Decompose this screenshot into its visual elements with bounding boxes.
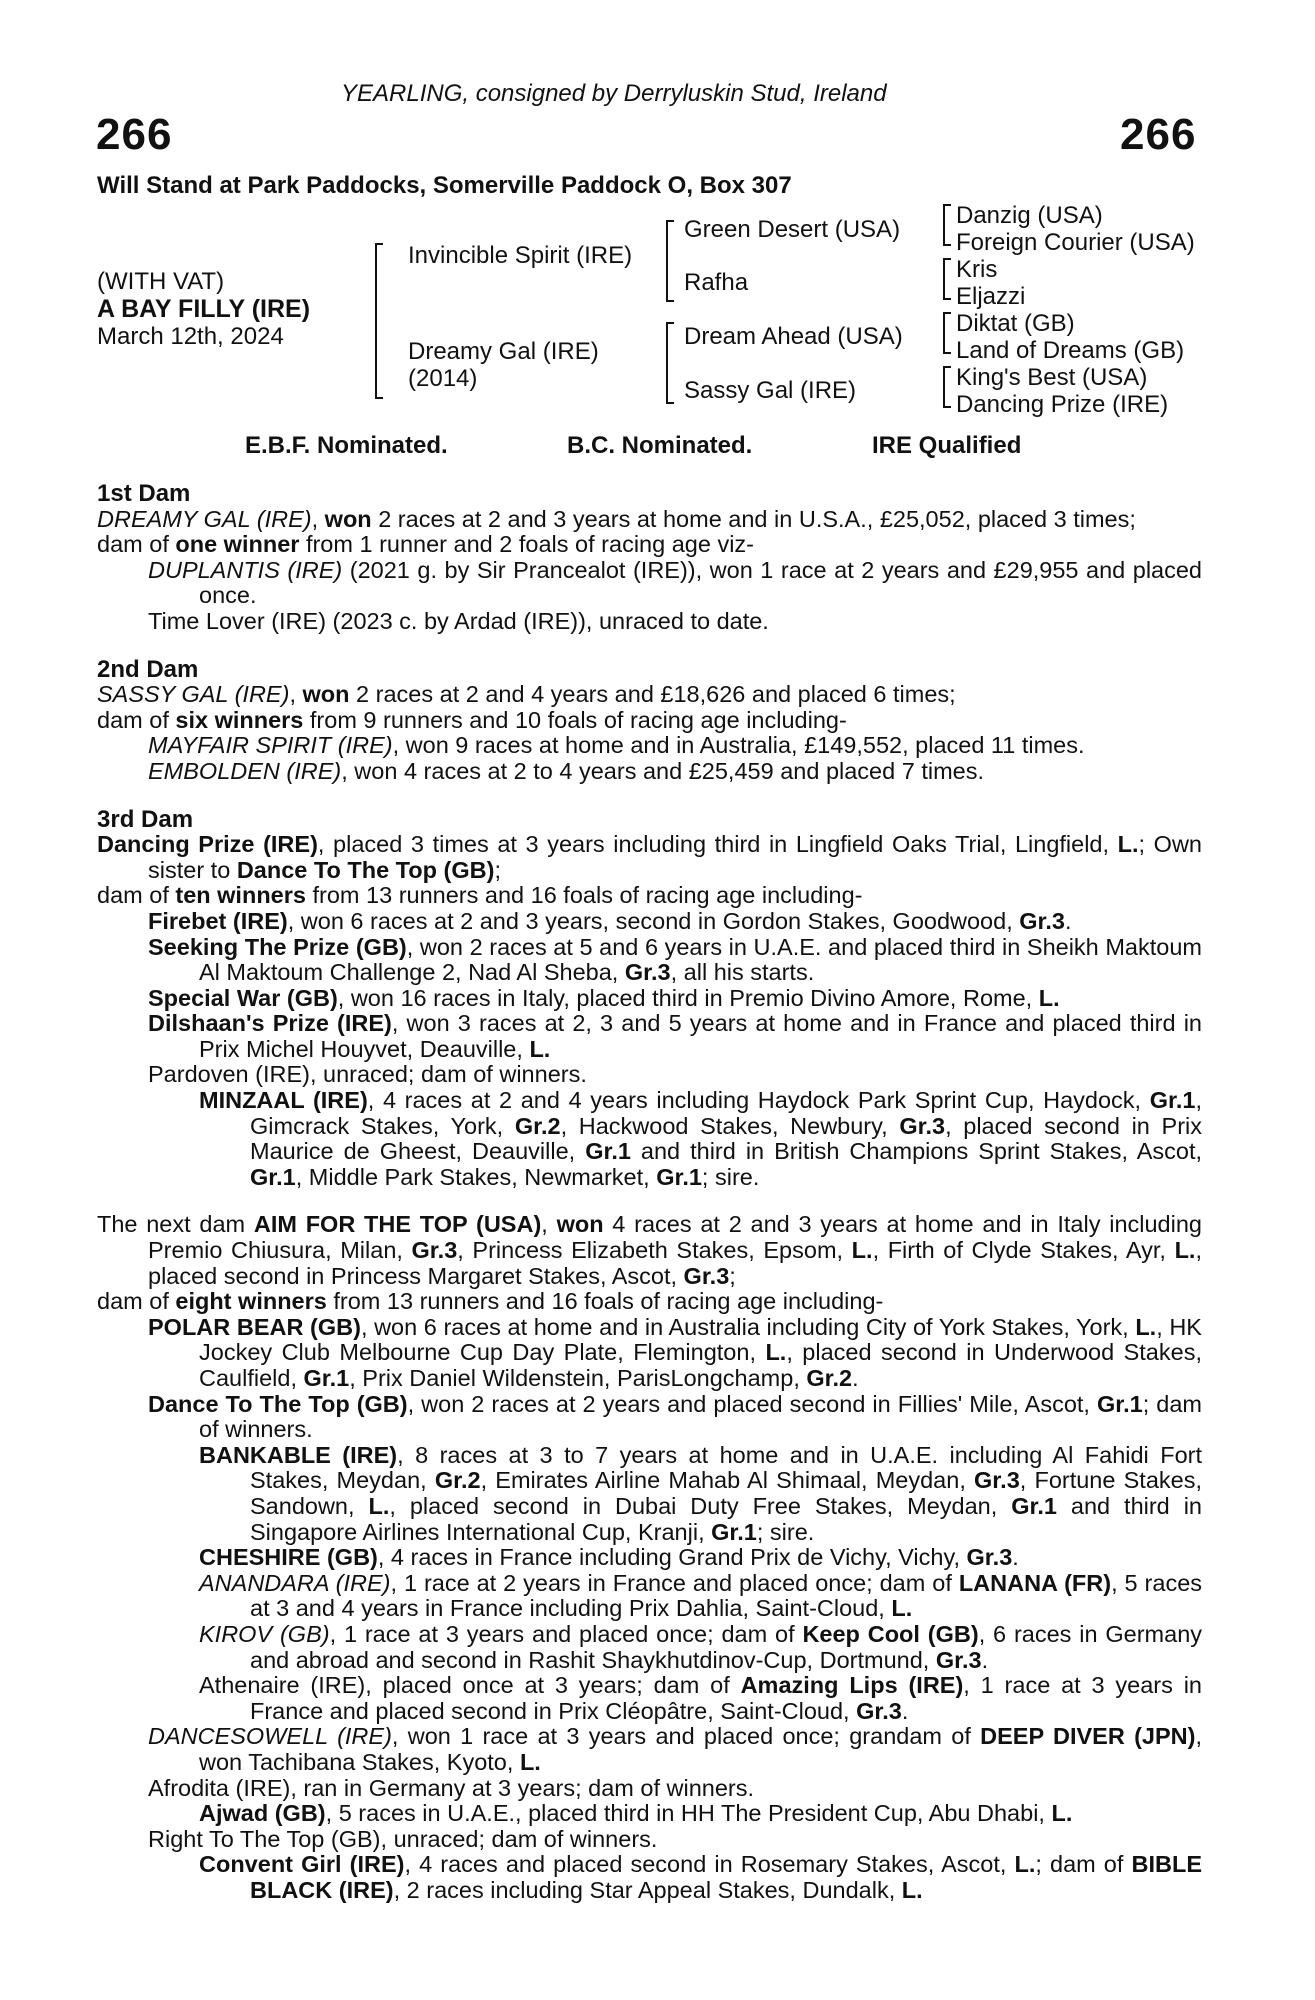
bold-text: six winners: [175, 706, 304, 733]
section-heading: 3rd Dam: [97, 805, 194, 833]
bold-text: DEEP DIVER (JPN): [980, 1723, 1196, 1750]
record-line: [97, 682, 1202, 708]
bold-text: Gr.1: [1011, 1492, 1057, 1519]
text-run: , 4 races and placed second in Rosemary Stakes, Ascot,: [404, 1851, 1015, 1878]
bold-text: eight winners: [175, 1288, 327, 1315]
vat-note: (WITH VAT): [97, 268, 225, 295]
pedigree-sire-dam: Rafha: [684, 269, 749, 296]
text-run: ,: [311, 505, 325, 532]
text-run: , placed second in Dubai Duty Free Stakes, Meydan,: [389, 1492, 1012, 1519]
bold-text: BIBLE BLACK (IRE): [250, 1851, 1202, 1903]
italic-text: SASSY GAL (IRE): [97, 681, 290, 708]
italic-text: DANCESOWELL (IRE): [148, 1723, 392, 1750]
bold-text: L.: [1014, 1851, 1036, 1878]
pedigree-gg-3: Kris: [956, 256, 998, 283]
record-line: [97, 1801, 1202, 1827]
bold-text: L.: [1174, 1237, 1196, 1264]
text-run: dam of: [97, 1288, 176, 1315]
nomination-ebf: E.B.F. Nominated.: [245, 432, 448, 459]
text-run: , won 9 races at home and in Australia, £149,552, placed 11 times.: [392, 732, 1085, 759]
pedigree-dam-dam: Sassy Gal (IRE): [684, 377, 857, 404]
text-run: , won 6 races at 2 and 3 years, second in Gordon Stakes, Goodwood,: [287, 907, 1020, 934]
text-run: , 5 races at 3 and 4 years in France including Prix Dahlia, Saint-Cloud,: [250, 1569, 1203, 1622]
bold-text: Seeking The Prize (GB): [148, 933, 407, 960]
text-run: ; sire.: [756, 1518, 815, 1545]
record-line: [97, 733, 1202, 759]
bold-text: Gr.3: [624, 959, 671, 986]
text-run: .: [901, 1697, 909, 1724]
bold-text: L.: [1051, 1800, 1073, 1827]
record-line: [97, 1011, 1202, 1062]
bold-text: L.: [901, 1876, 923, 1903]
text-run: from 9 runners and 10 foals of racing age including-: [303, 706, 847, 733]
bold-text: L.: [1117, 831, 1139, 858]
pedigree-gg-2: Foreign Courier (USA): [956, 229, 1195, 256]
record-line: [97, 1571, 1202, 1622]
text-run: Athenaire (IRE), placed once at 3 years; dam of: [199, 1672, 741, 1699]
bold-text: Dancing Prize (IRE): [97, 831, 318, 858]
text-run: dam of: [97, 882, 176, 909]
text-run: .: [1065, 907, 1072, 934]
text-run: , won 4 races at 2 to 4 years and £25,459 and placed 7 times.: [341, 757, 984, 784]
italic-text: DUPLANTIS (IRE): [148, 556, 343, 583]
record-line: [97, 609, 1202, 635]
record-line: [97, 1443, 1202, 1545]
bold-text: POLAR BEAR (GB): [148, 1313, 361, 1340]
pedigree-brace-main: [375, 243, 383, 399]
record-line: [97, 909, 1202, 935]
pedigree-gg-5: Diktat (GB): [956, 310, 1075, 337]
pedigree-gg-1: Danzig (USA): [956, 202, 1103, 229]
bold-text: Dance To The Top (GB): [148, 1390, 408, 1417]
bold-text: ten winners: [175, 882, 306, 909]
stand-location: Will Stand at Park Paddocks, Somerville Paddock O, Box 307: [97, 172, 792, 199]
pedigree-brace-gg1: [943, 204, 951, 246]
record-line: [97, 1776, 1202, 1802]
record-line: [97, 1392, 1202, 1443]
bold-text: Gr.1: [711, 1518, 757, 1545]
text-run: , 4 races at 2 and 4 years including Haydock Park Sprint Cup, Haydock,: [367, 1087, 1150, 1114]
bold-text: L.: [368, 1492, 390, 1519]
text-run: ,: [541, 1211, 557, 1238]
bold-text: Amazing Lips (IRE): [740, 1672, 964, 1699]
bold-text: L.: [851, 1237, 873, 1264]
lot-number-right: 266: [1120, 110, 1197, 159]
pedigree-brace-gg3: [943, 312, 951, 354]
record-line: [97, 1315, 1202, 1392]
bold-text: L.: [1135, 1313, 1157, 1340]
italic-text: MAYFAIR SPIRIT (IRE): [148, 732, 393, 759]
italic-text: EMBOLDEN (IRE): [148, 757, 342, 784]
lot-number-left: 266: [96, 110, 173, 159]
foaling-date: March 12th, 2024: [97, 323, 284, 350]
bold-text: Gr.3: [935, 1646, 982, 1673]
record-line: [97, 1622, 1202, 1673]
record-line: [97, 1673, 1202, 1724]
pedigree-gg-8: Dancing Prize (IRE): [956, 391, 1169, 418]
bold-text: LANANA (FR): [958, 1569, 1112, 1596]
record-line: [97, 1062, 1202, 1088]
text-run: , won 2 races at 5 and 6 years in U.A.E. and placed third in Sheikh Maktoum Al Maktoum Challenge 2, Nad Al Sheba,: [199, 933, 1202, 986]
bold-text: Gr.1: [585, 1138, 631, 1165]
bold-text: won: [556, 1211, 604, 1238]
bold-text: Keep Cool (GB): [802, 1620, 979, 1647]
text-run: dam of: [97, 706, 176, 733]
text-run: , won 6 races at home and in Australia including City of York Stakes, York,: [360, 1313, 1136, 1340]
text-run: ; sire.: [701, 1163, 760, 1190]
bold-text: Special War (GB): [148, 984, 338, 1011]
text-run: , 1 race at 3 years and placed once; dam of: [329, 1620, 803, 1647]
bold-text: Gr.3: [411, 1237, 458, 1264]
text-run: (2021 g. by Sir Prancealot (IRE)), won 1 race at 2 years and £29,955 and placed once.: [199, 556, 1202, 609]
pedigree-dam-sire: Dream Ahead (USA): [684, 323, 903, 350]
italic-text: ANANDARA (IRE): [199, 1569, 391, 1596]
bold-text: L.: [1038, 984, 1060, 1011]
record-line: [97, 1088, 1202, 1190]
bold-text: Gr.3: [899, 1112, 946, 1139]
text-run: , placed 3 times at 3 years including third in Lingfield Oaks Trial, Lingfield,: [317, 831, 1118, 858]
pedigree-dam: Dreamy Gal (IRE): [408, 338, 599, 365]
italic-text: KIROV (GB): [199, 1620, 330, 1647]
bold-text: MINZAAL (IRE): [199, 1087, 368, 1114]
text-run: , Gimcrack Stakes, York,: [250, 1087, 1202, 1139]
record-line: [97, 935, 1202, 986]
nomination-ire: IRE Qualified: [872, 432, 1022, 459]
pedigree-gg-6: Land of Dreams (GB): [956, 337, 1185, 364]
pedigree-brace-gg2: [943, 258, 951, 300]
text-run: , 4 races in France including Grand Prix de Vichy, Vichy,: [377, 1544, 967, 1571]
record-line: [97, 532, 1202, 558]
text-run: , placed second in Prix Maurice de Gheest, Deauville,: [250, 1112, 1203, 1165]
text-run: , won 1 race at 3 years and placed once; grandam of: [391, 1723, 981, 1750]
text-run: 4 races at 2 and 3 years at home and in Italy including Premio Chiusura, Milan,: [148, 1211, 1202, 1264]
text-run: from 13 runners and 16 foals of racing age including-: [326, 1288, 884, 1315]
text-run: , won 2 races at 2 years and placed second in Fillies' Mile, Ascot,: [407, 1390, 1097, 1417]
text-run: ;: [494, 856, 501, 883]
bold-text: one winner: [175, 531, 300, 558]
bold-text: Gr.1: [656, 1163, 702, 1190]
text-run: , placed second in Underwood Stakes, Caulfield,: [199, 1339, 1202, 1391]
bold-text: Dilshaan's Prize (IRE): [148, 1010, 392, 1037]
text-run: .: [852, 1365, 859, 1391]
text-run: 2 races at 2 and 4 years and £18,626 and placed 6 times;: [349, 681, 956, 708]
text-run: , 5 races in U.A.E., placed third in HH The President Cup, Abu Dhabi,: [325, 1800, 1052, 1827]
text-run: Right To The Top (GB), unraced; dam of winners.: [148, 1825, 658, 1852]
record-line: [97, 1827, 1202, 1853]
text-run: ; Own sister to: [148, 831, 1202, 883]
record-line: [97, 1212, 1202, 1289]
pedigree-brace-sire: [666, 220, 674, 302]
text-run: , placed second in Princess Margaret Stakes, Ascot,: [148, 1237, 1202, 1289]
text-run: , Fortune Stakes, Sandown,: [250, 1467, 1202, 1519]
bold-text: Gr.3: [974, 1467, 1020, 1494]
text-run: ; dam of: [1035, 1851, 1132, 1878]
nomination-bc: B.C. Nominated.: [567, 432, 753, 459]
text-run: and third in Singapore Airlines International Cup, Kranji,: [250, 1492, 1202, 1545]
record-line: [97, 986, 1202, 1012]
consignment-line: YEARLING, consigned by Derryluskin Stud, Ireland: [341, 80, 887, 107]
bold-text: Gr.1: [1096, 1390, 1143, 1417]
text-run: from 13 runners and 16 foals of racing age including-: [305, 882, 863, 909]
text-run: , 6 races in Germany and abroad and second in Rashit Shaykhutdinov-Cup, Dortmund,: [250, 1620, 1203, 1673]
bold-text: Gr.2: [806, 1365, 853, 1391]
record-line: [97, 883, 1202, 909]
text-run: from 1 runner and 2 foals of racing age viz-: [299, 531, 754, 558]
pedigree-sire: Invincible Spirit (IRE): [408, 242, 633, 269]
bold-text: Gr.3: [966, 1544, 1013, 1571]
record-line: [97, 558, 1202, 609]
bold-text: AIM FOR THE TOP (USA): [253, 1211, 542, 1238]
record-line: [97, 1289, 1202, 1315]
text-run: .: [981, 1646, 989, 1673]
bold-text: Ajwad (GB): [199, 1800, 326, 1827]
text-run: , Firth of Clyde Stakes, Ayr,: [872, 1237, 1175, 1264]
bold-text: L.: [529, 1035, 551, 1062]
bold-text: CHESHIRE (GB): [199, 1544, 378, 1571]
produce-record: [97, 481, 1202, 1903]
record-line: [97, 1724, 1202, 1775]
bold-text: L.: [519, 1748, 541, 1775]
record-line: [97, 759, 1202, 785]
text-run: The next dam: [97, 1211, 254, 1238]
text-run: , Middle Park Stakes, Newmarket,: [295, 1163, 657, 1190]
bold-text: Gr.3: [683, 1262, 730, 1289]
record-line: [97, 832, 1202, 883]
bold-text: L.: [891, 1595, 913, 1622]
pedigree-gg-7: King's Best (USA): [956, 364, 1148, 391]
bold-text: Gr.3: [1019, 907, 1065, 934]
text-run: , won 3 races at 2, 3 and 5 years at home and in France and placed third in Prix Michel Houyvet, Deauville,: [199, 1010, 1202, 1062]
pedigree-brace-dam: [666, 322, 674, 404]
bold-text: Gr.1: [250, 1163, 296, 1190]
section-heading: 1st Dam: [97, 480, 191, 507]
bold-text: Gr.1: [303, 1365, 350, 1391]
record-line: [97, 1852, 1202, 1903]
text-run: , 8 races at 3 to 7 years at home and in U.A.E. including Al Fahidi Fort Stakes, Meydan,: [250, 1441, 1202, 1494]
record-line: [97, 507, 1202, 533]
pedigree-brace-gg4: [943, 366, 951, 408]
text-run: , 2 races including Star Appeal Stakes, Dundalk,: [393, 1876, 902, 1903]
text-run: ,: [289, 681, 303, 708]
section-heading: 2nd Dam: [97, 655, 199, 683]
bold-text: Firebet (IRE): [148, 907, 288, 934]
text-run: 2 races at 2 and 3 years at home and in U.S.A., £25,052, placed 3 times;: [371, 505, 1136, 532]
bold-text: Dance To The Top (GB): [236, 856, 495, 883]
text-run: and third in British Champions Sprint Stakes, Ascot,: [630, 1138, 1202, 1165]
text-run: Time Lover (IRE) (2023 c. by Ardad (IRE)), unraced to date.: [148, 607, 769, 634]
text-run: Afrodita (IRE), ran in Germany at 3 years; dam of winners.: [148, 1774, 755, 1801]
text-run: , 1 race at 2 years in France and placed once; dam of: [390, 1569, 959, 1596]
bold-text: Gr.2: [434, 1467, 481, 1494]
text-run: , HK Jockey Club Melbourne Cup Day Plate, Flemington,: [199, 1313, 1202, 1366]
text-run: , Emirates Airline Mahab Al Shimaal, Meydan,: [480, 1467, 975, 1494]
horse-name: A BAY FILLY (IRE): [97, 295, 311, 323]
text-run: .: [1012, 1544, 1019, 1571]
text-run: , won Tachibana Stakes, Kyoto,: [199, 1723, 1203, 1775]
pedigree-dam-year: (2014): [408, 365, 478, 392]
text-run: , Prix Daniel Wildenstein, ParisLongchamp,: [349, 1365, 807, 1391]
text-run: dam of: [97, 531, 176, 558]
text-run: , Princess Elizabeth Stakes, Epsom,: [457, 1237, 852, 1264]
bold-text: won: [302, 681, 350, 708]
record-line: [97, 1545, 1202, 1571]
text-run: , won 16 races in Italy, placed third in Premio Divino Amore, Rome,: [337, 984, 1039, 1011]
bold-text: Gr.3: [856, 1697, 902, 1724]
bold-text: Gr.2: [514, 1112, 561, 1139]
bold-text: Convent Girl (IRE): [199, 1851, 405, 1878]
text-run: ; dam of winners.: [199, 1390, 1202, 1443]
italic-text: DREAMY GAL (IRE): [97, 505, 312, 532]
pedigree-gg-4: Eljazzi: [956, 283, 1026, 310]
record-line: [97, 708, 1202, 734]
bold-text: BANKABLE (IRE): [199, 1441, 398, 1468]
text-run: , Hackwood Stakes, Newbury,: [560, 1112, 900, 1139]
bold-text: Gr.1: [1149, 1087, 1196, 1114]
bold-text: won: [324, 505, 372, 532]
text-run: ;: [729, 1262, 736, 1289]
pedigree-sire-sire: Green Desert (USA): [684, 216, 901, 243]
text-run: Pardoven (IRE), unraced; dam of winners.: [148, 1061, 587, 1088]
text-run: , 1 race at 3 years in France and placed second in Prix Cléopâtre, Saint-Cloud,: [250, 1672, 1202, 1724]
text-run: , all his starts.: [670, 959, 815, 986]
bold-text: L.: [765, 1339, 787, 1366]
